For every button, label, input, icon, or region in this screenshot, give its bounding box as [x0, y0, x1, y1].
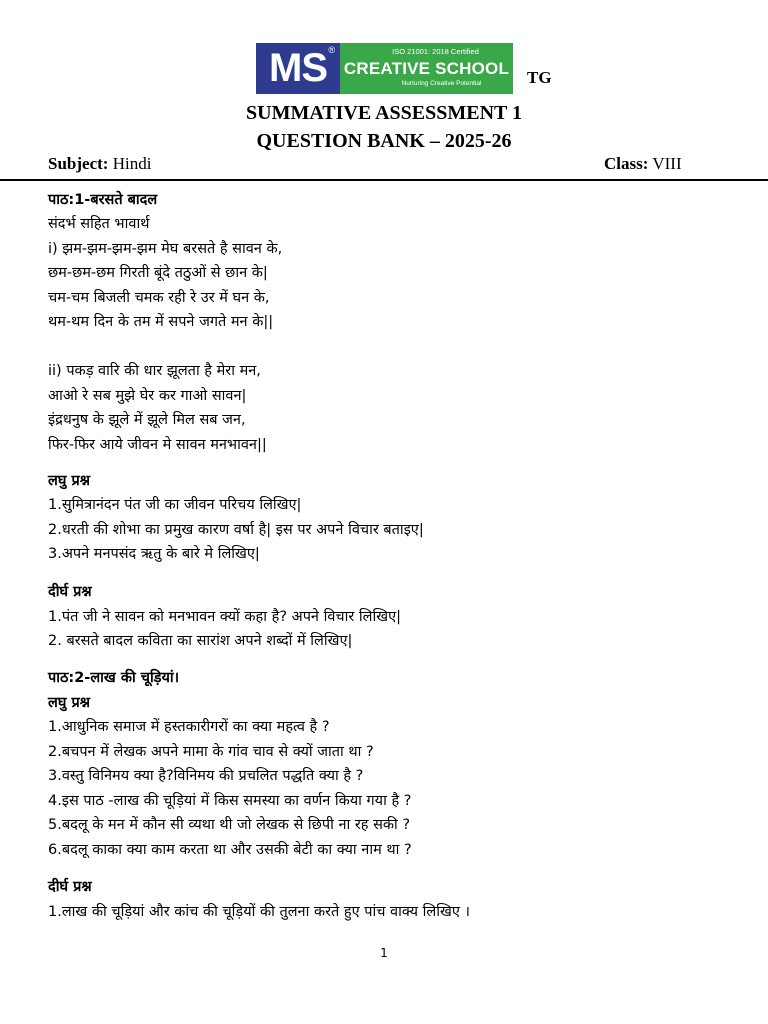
- question-line: 2.धरती की शोभा का प्रमुख कारण वर्षा है| इस पर अपने विचार बताइए|: [48, 522, 424, 538]
- question-line: 1.पंत जी ने सावन को मनभावन क्यों कहा है? अपने विचार लिखिए|: [48, 609, 402, 625]
- logo-ms-text: MS: [269, 46, 327, 90]
- poem-line: फिर-फिर आये जीवन मे सावन मनभावन||: [48, 437, 267, 453]
- assessment-title: SUMMATIVE ASSESSMENT 1: [246, 102, 522, 124]
- question-line: 2. बरसते बादल कविता का सारांश अपने शब्दों में लिखिए|: [48, 633, 353, 649]
- subject-label: Subject:: [48, 154, 109, 173]
- question-line: 2.बचपन में लेखक अपने मामा के गांव चाव से क्यों जाता था ?: [48, 744, 374, 760]
- class-value: VIII: [652, 154, 682, 173]
- page-number: 1: [380, 946, 388, 960]
- question-line: 1.लाख की चूड़ियां और कांच की चूड़ियों की तुलना करते हुए पांच वाक्य लिखिए ।: [48, 904, 470, 920]
- short-questions-heading: लघु प्रश्न: [48, 473, 90, 489]
- poem-line: आओ रे सब मुझे घेर कर गाओ सावन|: [48, 388, 247, 404]
- question-line: 6.बदलू काका क्या काम करता था और उसकी बेटी का क्या नाम था ?: [48, 842, 412, 858]
- long-questions-heading: दीर्घ प्रश्न: [48, 584, 92, 600]
- poem-line: थम-थम दिन के तम में सपने जगते मन के||: [48, 314, 274, 330]
- poem-line: चम-चम बिजली चमक रही रे उर में घन के,: [48, 290, 270, 306]
- logo-tagline: Nurturing Creative Potential: [401, 80, 482, 87]
- logo-iso-text: ISO 21001: 2018 Certified: [392, 47, 479, 56]
- poem-line: इंद्रधनुष के झूले में झूले मिल सब जन,: [48, 412, 246, 428]
- question-line: 3.वस्तु विनिमय क्या है?विनिमय की प्रचलित पद्धति क्या है ?: [48, 768, 364, 784]
- tg-label: TG: [527, 68, 552, 87]
- class-label: Class:: [604, 154, 649, 173]
- lesson-1-heading: पाठ:1-बरसते बादल: [48, 192, 158, 208]
- logo-green-panel: [340, 43, 513, 94]
- poem-line: ii) पकड़ वारि की धार झूलता है मेरा मन,: [48, 363, 261, 379]
- poem-line: i) झम-झम-झम-झम मेघ बरसते है सावन के,: [48, 241, 283, 257]
- subject-value: Hindi: [112, 154, 152, 173]
- question-line: 5.बदलू के मन में कौन सी व्यथा थी जो लेखक से छिपी ना रह सकी ?: [48, 817, 411, 833]
- school-logo: [256, 43, 513, 94]
- poem-line: छम-छम-छम गिरती बूंदे तठुओं से छान के|: [48, 265, 268, 281]
- short-questions-heading: लघु प्रश्न: [48, 695, 90, 711]
- question-line: 3.अपने मनपसंद ऋतु के बारे मे लिखिए|: [48, 546, 260, 562]
- question-line: 4.इस पाठ -लाख की चूड़ियां में किस समस्या का वर्णन किया गया है ?: [48, 793, 412, 809]
- question-bank-title: QUESTION BANK – 2025-26: [256, 130, 512, 152]
- long-questions-heading: दीर्घ प्रश्न: [48, 879, 92, 895]
- question-line: 1.आधुनिक समाज में हस्तकारीगरों का क्या महत्व है ?: [48, 719, 330, 735]
- context-heading: संदर्भ सहित भावार्थ: [48, 216, 150, 232]
- class-line: [604, 154, 682, 174]
- subject-line: [48, 154, 151, 174]
- registered-mark-icon: ®: [328, 45, 334, 55]
- logo-school-name: CREATIVE SCHOOL: [343, 59, 510, 78]
- question-line: 1.सुमित्रानंदन पंत जी का जीवन परिचय लिखिए|: [48, 497, 302, 513]
- logo-ms-mark: [256, 43, 340, 94]
- header-divider: [0, 179, 768, 181]
- lesson-2-heading: पाठ:2-लाख की चूड़ियां।: [48, 670, 180, 686]
